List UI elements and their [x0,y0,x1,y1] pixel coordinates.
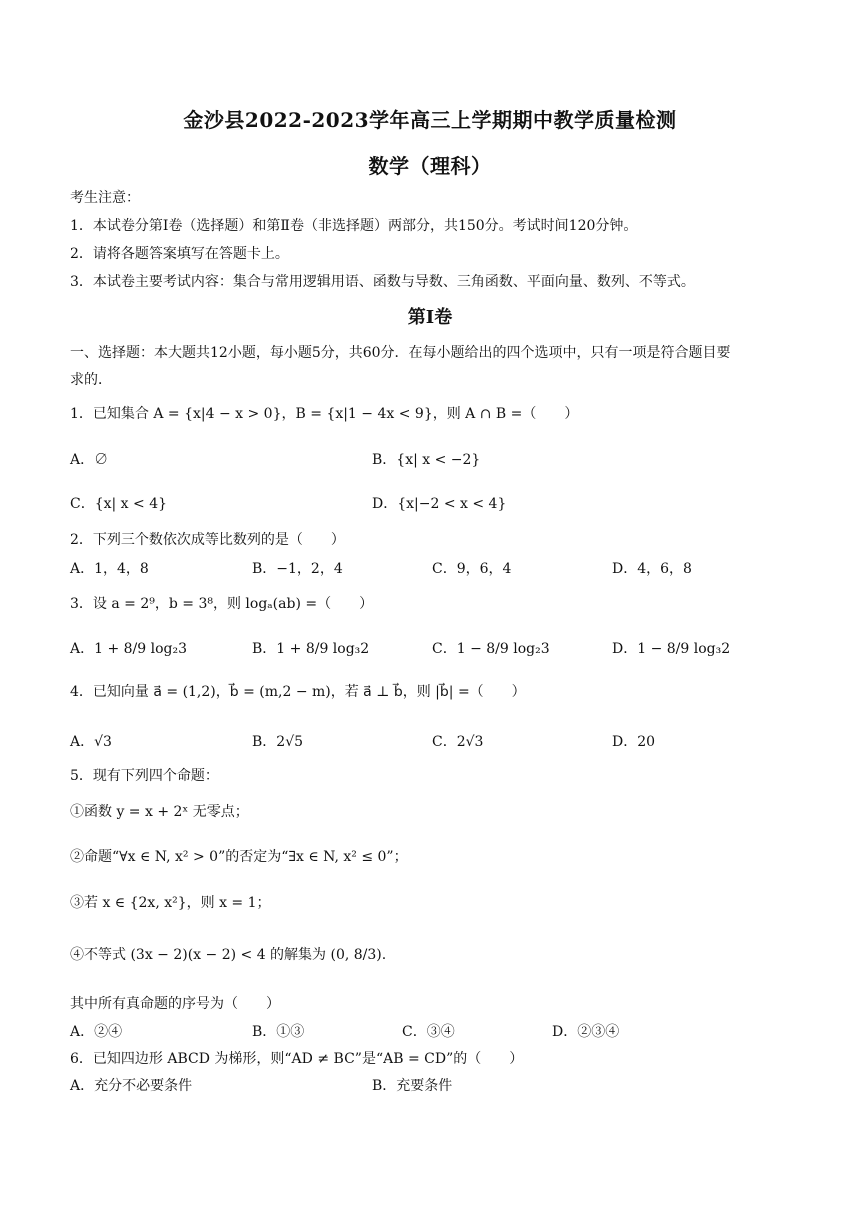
question-5-proposition-3: ③若 x ∈ {2x, x²}，则 x = 1； [70,895,271,911]
section-instruction-line1: 一、选择题：本大题共12小题，每小题5分，共60分．在每小题给出的四个选项中，只有一项是符合题目要 [70,345,731,361]
section-heading: 第Ⅰ卷 [407,307,453,328]
notice-item-1: 1．本试卷分第Ⅰ卷（选择题）和第Ⅱ卷（非选择题）两部分，共150分。考试时间120分钟。 [70,218,638,234]
question-2-option-c: C．9，6，4 [432,561,512,577]
question-3-stem: 3．设 a = 2⁹，b = 3⁸，则 logₐ(ab) =（ ） [70,596,374,612]
question-5-option-b: B．①③ [252,1024,305,1040]
notice-heading: 考生注意： [70,190,140,206]
question-6-option-a: A．充分不必要条件 [70,1078,193,1094]
question-1-stem: 1．已知集合 A = {x|4 − x > 0}，B = {x|1 − 4x < 9}，则 A ∩ B =（ ） [70,406,579,422]
question-2-option-b: B．−1，2，4 [252,561,343,577]
exam-subtitle: 数学（理科） [368,154,492,178]
question-2-option-d: D．4，6，8 [612,561,692,577]
exam-title: 金沙县2022-2023学年高三上学期期中教学质量检测 [183,108,677,132]
question-1-option-d: D．{x|−2 < x < 4} [372,496,507,512]
question-3-option-d: D．1 − 8/9 log₃2 [612,641,731,657]
question-4-stem: 4．已知向量 a⃗ = (1,2)，b⃗ = (m,2 − m)，若 a⃗ ⊥ b⃗，则 |b⃗| =（ ） [70,684,526,700]
question-3-option-b: B．1 + 8/9 log₃2 [252,641,370,657]
notice-item-3: 3．本试卷主要考试内容：集合与常用逻辑用语、函数与导数、三角函数、平面向量、数列、不等式。 [70,274,695,290]
question-5-option-d: D．②③④ [552,1024,620,1040]
question-5-option-c: C．③④ [402,1024,455,1040]
question-5-proposition-4: ④不等式 (3x − 2)(x − 2) < 4 的解集为 (0, 8/3). [70,947,387,963]
question-4-option-d: D．20 [612,734,656,750]
question-4-option-a: A．√3 [70,734,112,750]
question-6-option-b: B．充要条件 [372,1078,453,1094]
question-4-option-c: C．2√3 [432,734,484,750]
question-5-question: 其中所有真命题的序号为（ ） [70,996,280,1012]
question-1-option-a: A．∅ [70,452,109,468]
question-5-proposition-2: ②命题“∀x ∈ N, x² > 0”的否定为“∃x ∈ N, x² ≤ 0”； [70,849,408,865]
question-3-option-a: A．1 + 8/9 log₂3 [70,641,188,657]
question-1-option-c: C．{x| x < 4} [70,496,168,512]
question-3-option-c: C．1 − 8/9 log₂3 [432,641,550,657]
question-5-stem: 5．现有下列四个命题： [70,768,219,784]
question-1-option-b: B．{x| x < −2} [372,452,481,468]
question-2-stem: 2．下列三个数依次成等比数列的是（ ） [70,532,345,548]
question-5-proposition-1: ①函数 y = x + 2ˣ 无零点； [70,804,249,820]
question-6-stem: 6．已知四边形 ABCD 为梯形，则“AD ≠ BC”是“AB = CD”的（ ） [70,1051,524,1067]
section-instruction-line2: 求的． [70,372,112,388]
question-5-option-a: A．②④ [70,1024,123,1040]
question-4-option-b: B．2√5 [252,734,304,750]
question-2-option-a: A．1，4，8 [70,561,149,577]
notice-item-2: 2．请将各题答案填写在答题卡上。 [70,246,289,262]
